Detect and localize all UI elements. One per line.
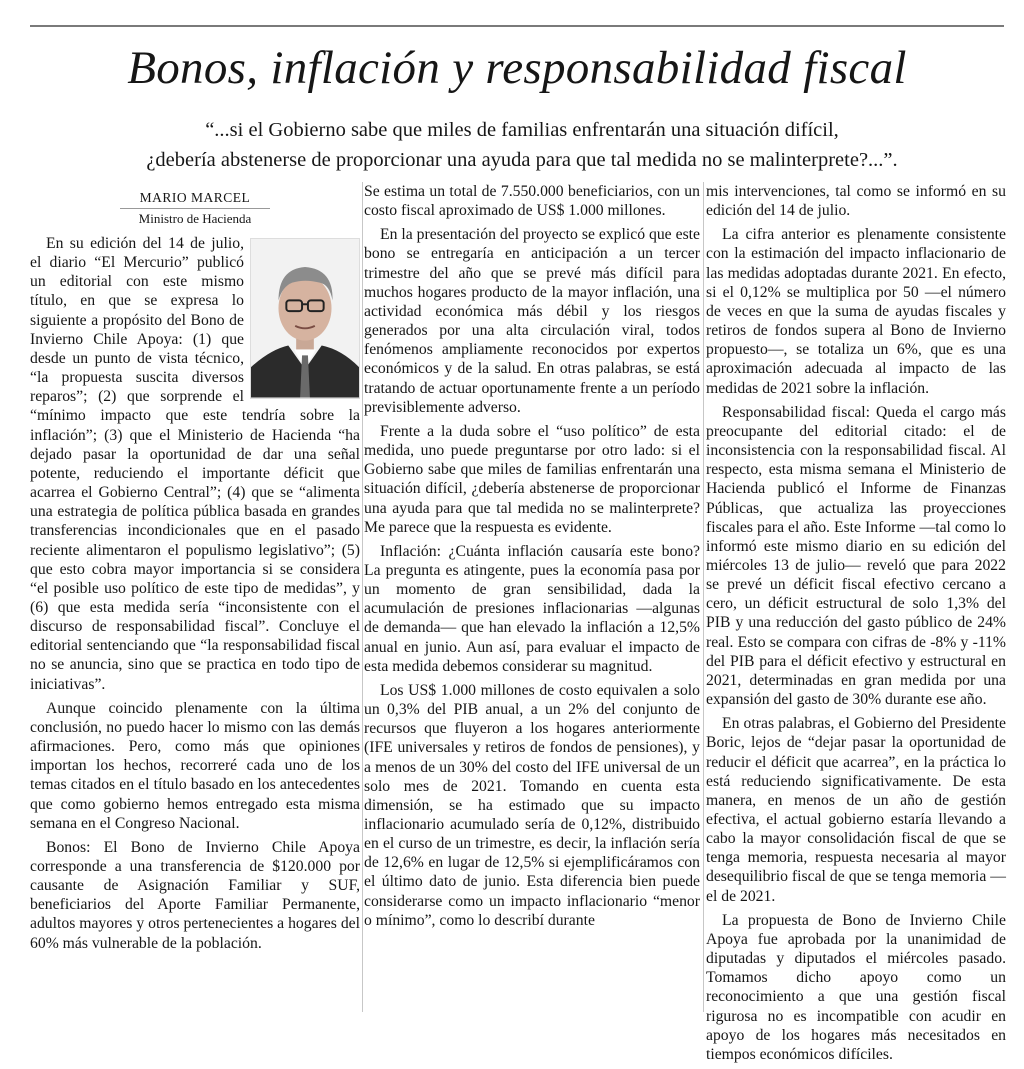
article-column-1 — [30, 234, 360, 958]
column-divider — [703, 182, 704, 1012]
paragraph: Los US$ 1.000 millones de costo equivalen a solo un 0,3% del PIB anual, a un 2% del conjunto de recursos que fluyeron a los hogares anteriormente (IFE universales y retiros de fondos de pensiones), y a menos de un 30% del costo del IFE universal de un solo mes de 2021. Tomando en cuenta esta dimensión, se ha estimado que su impacto inflacionario acumulado sería de 0,12%, distribuido en el curso de un trimestre, es decir, la inflación sería de 12,6% en lugar de 12,5% si ejemplificáramos con el último dato de junio. Esta diferencia bien puede considerarse como un impacto inflacionario “menor o mínimo”, como lo describí durante — [364, 681, 700, 929]
paragraph: Inflación: ¿Cuánta inflación causaría este bono? La pregunta es atingente, pues la economía pasa por un momento de gran sensibilidad, dada la acumulación de presiones inflacionarias —algunas de demanda— que han elevado la inflación a 12,5% anual en junio. Aun así, para evaluar el impacto de esta medida debemos considerar su magnitud. — [364, 542, 700, 675]
top-rule — [30, 25, 1004, 27]
pull-quote — [40, 115, 1004, 175]
paragraph: En otras palabras, el Gobierno del Presidente Boric, lejos de “dejar pasar la oportunidad de reducir el déficit que acarrea”, en la práctica lo está reduciendo significativamente. De esta manera, en menos de un año de gestión efectiva, el actual gobierno estaría llevando a cabo la mayor consolidación fiscal de que se tenga memoria, respuesta necesaria al mayor desequilibrio fiscal de que se tenga memoria —el de 2021. — [706, 715, 1006, 905]
author-name: MARIO MARCEL — [139, 190, 251, 205]
paragraph: mis intervenciones, tal como se informó en su edición del 14 de julio. — [706, 183, 1006, 220]
paragraph: Frente a la duda sobre el “uso político” de esta medida, uno puede preguntarse por otro lado: si el Gobierno sabe que miles de familias enfrentarán una situación difícil, ¿debería abstenerse de proporcionar una ayuda para que tal medida no se malinterprete? Me parece que la respuesta es evidente. — [364, 422, 700, 536]
paragraph: La cifra anterior es plenamente consistente con la estimación del impacto inflacionario de las medidas adoptadas durante 2021. En efecto, si el 0,12% se multiplica por 50 —el número de veces en que la suma de ayudas fiscales y retiros de fondos supera al Bono de Invierno propuesto—, se totaliza un 6%, que es una aproximación adecuada al impacto de las medidas de 2021 sobre la inflación. — [706, 226, 1006, 397]
article-column-2 — [364, 182, 700, 935]
pull-quote-line-1: “...si el Gobierno sabe que miles de familias enfrentarán una situación difícil, — [205, 119, 839, 141]
paragraph: Bonos: El Bono de Invierno Chile Apoya corresponde a una transferencia de $120.000 por causante de Asignación Familiar y SUF, beneficiarios del Aporte Familiar Permanente, adultos mayores y otros pertenecientes a hogares del 60% más vulnerable de la población. — [30, 838, 360, 952]
author-role: Ministro de Hacienda — [138, 211, 252, 226]
paragraph: Responsabilidad fiscal: Queda el cargo más preocupante del editorial citado: el de inconsistencia con la responsabilidad fiscal. Al respecto, esta misma semana el Ministerio de Hacienda publicó el Informe de Finanzas Públicas, que actualiza las proyecciones fiscales para el año. Este Informe —tal como lo informó este mismo diario en su edición del miércoles 13 de julio— reveló que para 2022 se prevé un déficit fiscal efectivo cercano a cero, un déficit estructural de solo 1,3% del PIB y una reducción del gasto público de 24% real. Esto se compara con cifras de -8% y -11% del PIB para el déficit efectivo y estructural en 2021, determinadas en gran medida por una expansión del gasto de 30% durante ese año. — [706, 403, 1006, 709]
author-underline — [120, 208, 270, 209]
article-column-3 — [706, 182, 1006, 1069]
byline — [30, 190, 360, 227]
author-portrait-image — [251, 239, 359, 398]
paragraph: Se estima un total de 7.550.000 beneficiarios, con un costo fiscal aproximado de US$ 1.000 millones. — [364, 183, 700, 220]
pull-quote-line-2: ¿debería abstenerse de proporcionar una ayuda para que tal medida no se malinterprete?...”. — [146, 149, 898, 171]
paragraph: Aunque coincido plenamente con la última conclusión, no puedo hacer lo mismo con las demás afirmaciones. Pero, como más que opiniones importan los hechos, recorreré cada uno de los temas citados en el título basado en los antecedentes que como gobierno hemos entregado esta misma semana en el Congreso Nacional. — [30, 699, 360, 832]
headline: Bonos, inflación y responsabilidad fiscal — [127, 42, 907, 94]
column-divider — [362, 182, 363, 1012]
author-photo — [250, 238, 360, 399]
paragraph: La propuesta de Bono de Invierno Chile Apoya fue aprobada por la unanimidad de diputadas y diputados el miércoles pasado. Tomamos dicho apoyo como un reconocimiento a que una gestión fiscal rigurosa no es incompatible con acudir en apoyo de los hogares más necesitados en tiempos económicos difíciles. — [706, 911, 1006, 1063]
paragraph: En su edición del 14 de julio, el diario “El Mercurio” publicó un editorial con este mismo título, en que se expresa lo siguiente a propósito del Bono de Invierno Chile Apoya: (1) que desde un punto de vista técnico, “la propuesta suscita diversos reparos”; (2) que sorprende el “mínimo impacto que este tendría sobre la inflación”; (3) que el Ministerio de Hacienda “ha dejado pasar la oportunidad de dar una señal potente, reduciendo el importante déficit que acarrea el Gobierno Central”; (4) que se “alimenta una estrategia de política pública basada en grandes transferencias incondicionales que en el pasado reciente alimentaron el populismo legislativo”; (5) que esto cobra mayor importancia si se considera “el posible uso político de este tipo de medidas”, y (6) que esta medida sería “inconsistente con el discurso de responsabilidad fiscal”. Concluye el editorial sentenciando que “la responsabilidad fiscal no se anuncia, sino que se practica en todo tipo de iniciativas”. — [30, 235, 360, 693]
paragraph: En la presentación del proyecto se explicó que este bono se entregaría en anticipación a un tercer trimestre del año que se prevé más difícil para muchos hogares producto de la mayor inflación, una actividad económica más débil y los riesgos generados por una alta circulación viral, todos fenómenos ampliamente reconocidos por expertos económicos y de la salud. En otras palabras, se está tratando de actuar oportunamente frente a un período previsiblemente adverso. — [364, 226, 700, 416]
